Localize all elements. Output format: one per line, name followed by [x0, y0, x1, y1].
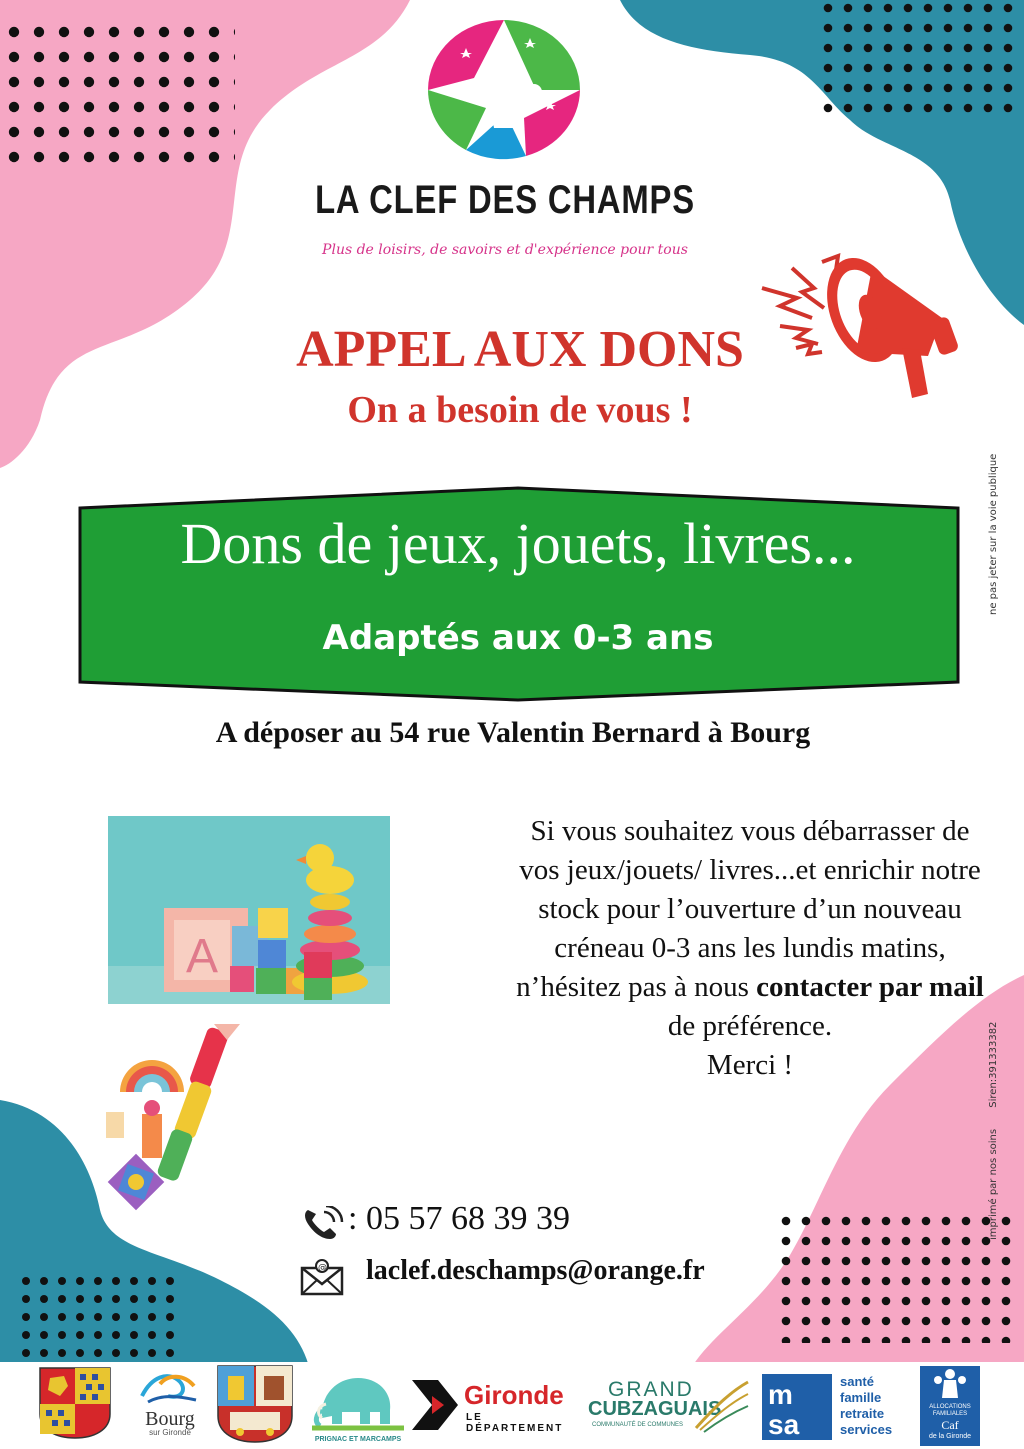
mammoth-icon: [312, 1366, 404, 1432]
printed-note: imprimé par nos soins: [988, 1128, 999, 1240]
dot-pattern-top-right: [822, 0, 1024, 120]
caf-line3: de la Gironde: [928, 1433, 972, 1440]
donation-message: [515, 812, 985, 1085]
banner-title: Dons de jeux, jouets, livres...: [180, 511, 856, 576]
svg-text:@: @: [318, 1263, 327, 1273]
wheat-icon: [694, 1378, 750, 1434]
drop-off-address: A déposer au 54 rue Valentin Bernard à Bourg: [215, 716, 811, 749]
email-icon: [300, 1258, 346, 1296]
toy-blocks-photo: [108, 816, 390, 1004]
wooden-toys-photo: [106, 1022, 246, 1220]
caf-family-icon: [930, 1366, 970, 1400]
appeal-subtitle: On a besoin de vous !: [347, 389, 693, 431]
msa-line3: retraite: [840, 1406, 885, 1421]
partner-logos-bar: [0, 1362, 1024, 1449]
gironde-chevron-icon: [408, 1376, 462, 1434]
cubzaguais-line2: CUBZAGUAIS: [588, 1398, 722, 1420]
svg-text:A: A: [186, 930, 219, 983]
message-emphasis: contacter par mail: [756, 971, 984, 1003]
banner-subtitle: Adaptés aux 0-3 ans: [322, 618, 714, 658]
dot-pattern-top-left: [0, 0, 240, 180]
side-legal-notes: [988, 1004, 999, 1240]
bourg-subtitle: sur Gironde: [149, 1428, 191, 1437]
message-end: de préférence.: [667, 1010, 833, 1042]
gironde-subtitle: LE DÉPARTEMENT: [466, 1412, 564, 1434]
bourg-name: Bourg: [145, 1408, 195, 1430]
message-body: Si vous souhaitez vous débarrasser de vos jeux/jouets/ livres...et enrichir notre stock pour l’ouverture d’un nouveau créneau 0-3 ans les lundis matins, n’hésitez pas à nous: [516, 815, 981, 1003]
caf-line2: Caf: [941, 1418, 959, 1432]
message-thanks: Merci !: [706, 1049, 794, 1081]
gironde-name: Gironde: [464, 1380, 564, 1410]
caf-line1: ALLOCATIONS FAMILIALES: [929, 1404, 971, 1417]
side-notice: [988, 436, 999, 615]
prignac-name: PRIGNAC ET MARCAMPS: [314, 1436, 402, 1443]
siren-note: Siren:391333382: [988, 1021, 999, 1108]
bourg-wave-icon: [138, 1366, 202, 1406]
appeal-title: APPEL AUX DONS: [296, 321, 744, 378]
cubzaguais-subtitle: COMMUNAUTÉ DE COMMUNES: [592, 1422, 683, 1428]
msa-line1: santé: [840, 1374, 874, 1389]
people-circle-logo-icon: [426, 18, 582, 162]
coat-of-arms-1-icon: [38, 1366, 112, 1440]
msa-logo: [762, 1374, 914, 1440]
bourg-logo: [134, 1366, 206, 1444]
coat-of-arms-2-icon: [216, 1364, 294, 1444]
email-address[interactable]: laclef.deschamps@orange.fr: [366, 1255, 705, 1286]
gironde-logo: [408, 1376, 574, 1440]
organization-name: LA CLEF DES CHAMPS: [315, 178, 695, 222]
litter-notice: ne pas jeter sur la voie publique: [988, 453, 999, 615]
organization-tagline: Plus de loisirs, de savoirs et d'expérience pour tous: [322, 242, 688, 258]
msa-line2: famille: [840, 1390, 882, 1405]
caf-logo: [920, 1366, 980, 1446]
dot-pattern-bottom-left: [20, 1275, 180, 1360]
cubzaguais-line1: GRAND: [608, 1378, 694, 1401]
msa-line4: services: [840, 1422, 893, 1437]
svg-text:sa: sa: [768, 1409, 800, 1440]
svg-text:m: m: [768, 1379, 793, 1410]
phone-icon: [302, 1206, 344, 1242]
grand-cubzaguais-logo: [586, 1378, 750, 1442]
msa-mark-icon: [762, 1374, 832, 1440]
prignac-logo: [310, 1366, 406, 1446]
phone-number[interactable]: : 05 57 68 39 39: [348, 1200, 570, 1237]
